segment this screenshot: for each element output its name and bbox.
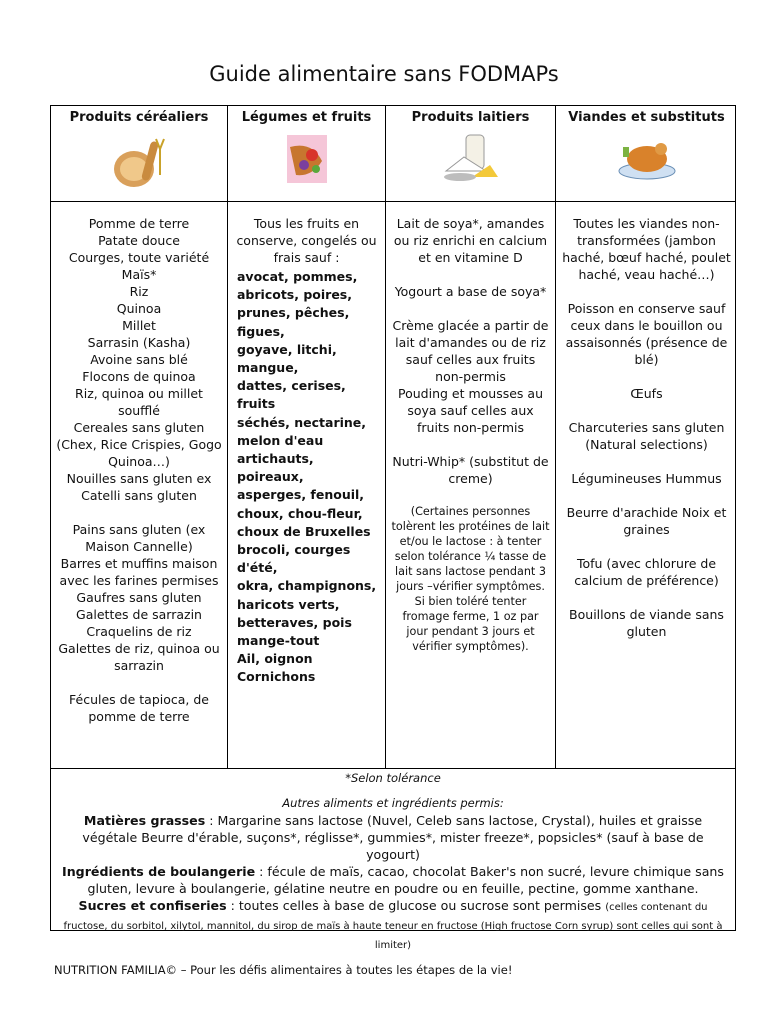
excluded-food-item: dattes, cerises, fruits <box>237 378 346 412</box>
excluded-food-item: abricots, poires, <box>237 287 352 303</box>
footer-credit: NUTRITION FAMILIA© – Pour les défis alimentaires à toutes les étapes de la vie! <box>54 963 513 977</box>
sugar-small-text: (celles contenant du fructose, du sorbitol, xilytol, mannitol, du sirop de maïs à haute teneur en fructose (High fructose Corn syrup) sont celles qui sont à limiter) <box>63 902 723 951</box>
cereal-item: Pains sans gluten (ex Maison Cannelle) <box>72 522 206 554</box>
cereal-item: Craquelins de riz <box>86 624 192 639</box>
other-foods-heading: Autres aliments et ingrédients permis: <box>282 796 504 810</box>
cereal-item: Maïs* <box>121 267 157 282</box>
excluded-food-item: choux de Bruxelles <box>237 523 371 539</box>
meat-item: Beurre d'arachide Noix et graines <box>566 505 727 537</box>
excluded-food-item: brocoli, courges d'été, <box>237 542 351 576</box>
excluded-food-item: artichauts, poireaux, <box>237 451 314 485</box>
meat-item: Tofu (avec chlorure de calcium de préférence) <box>574 556 719 588</box>
cereal-list <box>56 215 222 504</box>
excluded-food-item: avocat, pommes, <box>237 269 358 284</box>
bakery-text: : fécule de maïs, cacao, chocolat Baker's non sucré, levure chimique sans gluten, levure à boulangerie, gélatine neutre en poudre ou en feuille, pectine, gomme xanthane. <box>87 864 724 896</box>
sugar-label: Sucres et confiseries <box>78 898 227 913</box>
cereal-item: Fécules de tapioca, de pomme de terre <box>69 692 209 724</box>
cereal-item: Pomme de terre <box>88 216 190 231</box>
cereal-list-breads <box>56 521 222 674</box>
column-cereals <box>51 106 227 768</box>
meat-item: Bouillons de viande sans gluten <box>569 607 724 639</box>
column-header: Produits laitiers <box>411 110 530 125</box>
excluded-food-item: mange-tout <box>237 633 320 649</box>
food-guide-table <box>50 105 736 951</box>
excluded-foods-list <box>233 268 380 687</box>
cereal-item: Galettes de sarrazin <box>76 607 202 622</box>
bread-grain-icon <box>104 131 174 191</box>
column-vegetables-fruits <box>228 106 385 768</box>
column-header: Produits céréaliers <box>69 110 209 125</box>
fats-label: Matières grasses <box>83 813 206 828</box>
excluded-food-item: séchés, nectarine, <box>237 414 367 430</box>
page-title: Guide alimentaire sans FODMAPs <box>209 62 559 86</box>
cereal-item: Nouilles sans gluten ex Catelli sans gluten <box>66 471 212 503</box>
cereal-list-starches <box>56 691 222 725</box>
milk-cheese-icon <box>436 131 506 187</box>
cereal-item: Patate douce <box>98 233 180 248</box>
excluded-food-item: okra, champignons, <box>237 578 377 594</box>
excluded-food-item: Ail, oignon <box>237 651 313 667</box>
cornucopia-icon <box>282 131 332 187</box>
meat-item: Œufs <box>630 386 663 401</box>
cereal-item: Riz, quinoa ou millet soufflé <box>75 386 203 418</box>
excluded-food-item: asperges, fenouil, <box>237 487 365 503</box>
cereal-item: Gaufres sans gluten <box>76 590 202 605</box>
table-footer <box>51 768 735 956</box>
sugar-paragraph <box>57 897 729 954</box>
excluded-food-item: Cornichons <box>237 669 316 685</box>
dairy-item: Nutri-Whip* (substitut de creme) <box>392 454 549 486</box>
bakery-label: Ingrédients de boulangerie <box>62 864 256 879</box>
meat-item: Toutes les viandes non-transformées (jambon haché, bœuf haché, poulet haché, veau haché…) <box>562 216 731 282</box>
meat-item: Poisson en conserve sauf ceux dans le bouillon ou assaisonnés (présence de blé) <box>565 301 728 367</box>
tolerance-note: *Selon tolérance <box>345 771 441 785</box>
fats-paragraph <box>57 812 729 863</box>
dairy-note: (Certaines personnes tolèrent les protéines de lait et/ou le lactose : à tenter selon tolérance ¼ tasse de lait sans lactose pendant 3 jours –vérifier symptômes. Si bien toléré tenter fromage ferme, 1 oz par jour pendant 3 jours et vérifier symptômes). <box>391 505 550 653</box>
excluded-food-item: prunes, pêches, figues, <box>237 305 350 339</box>
excluded-food-item: betteraves, pois <box>237 614 352 630</box>
fats-text: : Margarine sans lactose (Nuvel, Celeb sans lactose, Crystal), huiles et graisse végétale Beurre d'érable, suçons*, réglisse*, gummies*, mister freeze*, popsicles* (sauf à base de yogourt) <box>82 813 704 862</box>
column-header: Viandes et substituts <box>568 110 725 125</box>
dairy-item: Crème glacée a partir de lait d'amandes ou de riz sauf celles aux fruits non-permis <box>392 318 549 384</box>
roast-chicken-icon <box>615 131 679 183</box>
excluded-food-item: melon d'eau <box>237 432 324 448</box>
dairy-item: Yogourt a base de soya* <box>394 284 547 299</box>
cereal-item: Sarrasin (Kasha) <box>87 335 191 350</box>
cereal-item: Barres et muffins maison avec les farines permises <box>59 556 219 588</box>
cereal-item: Galettes de riz, quinoa ou sarrazin <box>58 641 220 673</box>
cereal-item: Riz <box>129 284 149 299</box>
sugar-text: : toutes celles à base de glucose ou sucrose sont permises <box>226 898 606 913</box>
cereal-item: Millet <box>122 318 156 333</box>
cereal-item: Cereales sans gluten (Chex, Rice Crispies, Gogo Quinoa…) <box>56 420 222 469</box>
excluded-food-item: haricots verts, <box>237 596 340 612</box>
column-dairy <box>386 106 555 768</box>
meat-item: Charcuteries sans gluten (Natural selections) <box>568 420 725 452</box>
column-header: Légumes et fruits <box>241 110 372 125</box>
bakery-paragraph <box>57 863 729 897</box>
fruits-intro: Tous les fruits en conserve, congelés ou frais sauf : <box>236 216 377 265</box>
cereal-item: Courges, toute variété <box>68 250 210 265</box>
dairy-item: Pouding et mousses au soya sauf celles aux fruits non-permis <box>398 386 543 435</box>
excluded-food-item: goyave, litchi, mangue, <box>237 341 337 376</box>
cereal-item: Avoine sans blé <box>90 352 188 367</box>
cereal-item: Flocons de quinoa <box>82 369 196 384</box>
cereal-item: Quinoa <box>116 301 162 316</box>
column-meats <box>556 106 737 768</box>
dairy-item: Lait de soya*, amandes ou riz enrichi en calcium et en vitamine D <box>393 216 548 265</box>
excluded-food-item: choux, chou-fleur, <box>237 505 363 521</box>
meat-item: Légumineuses Hummus <box>571 471 722 486</box>
